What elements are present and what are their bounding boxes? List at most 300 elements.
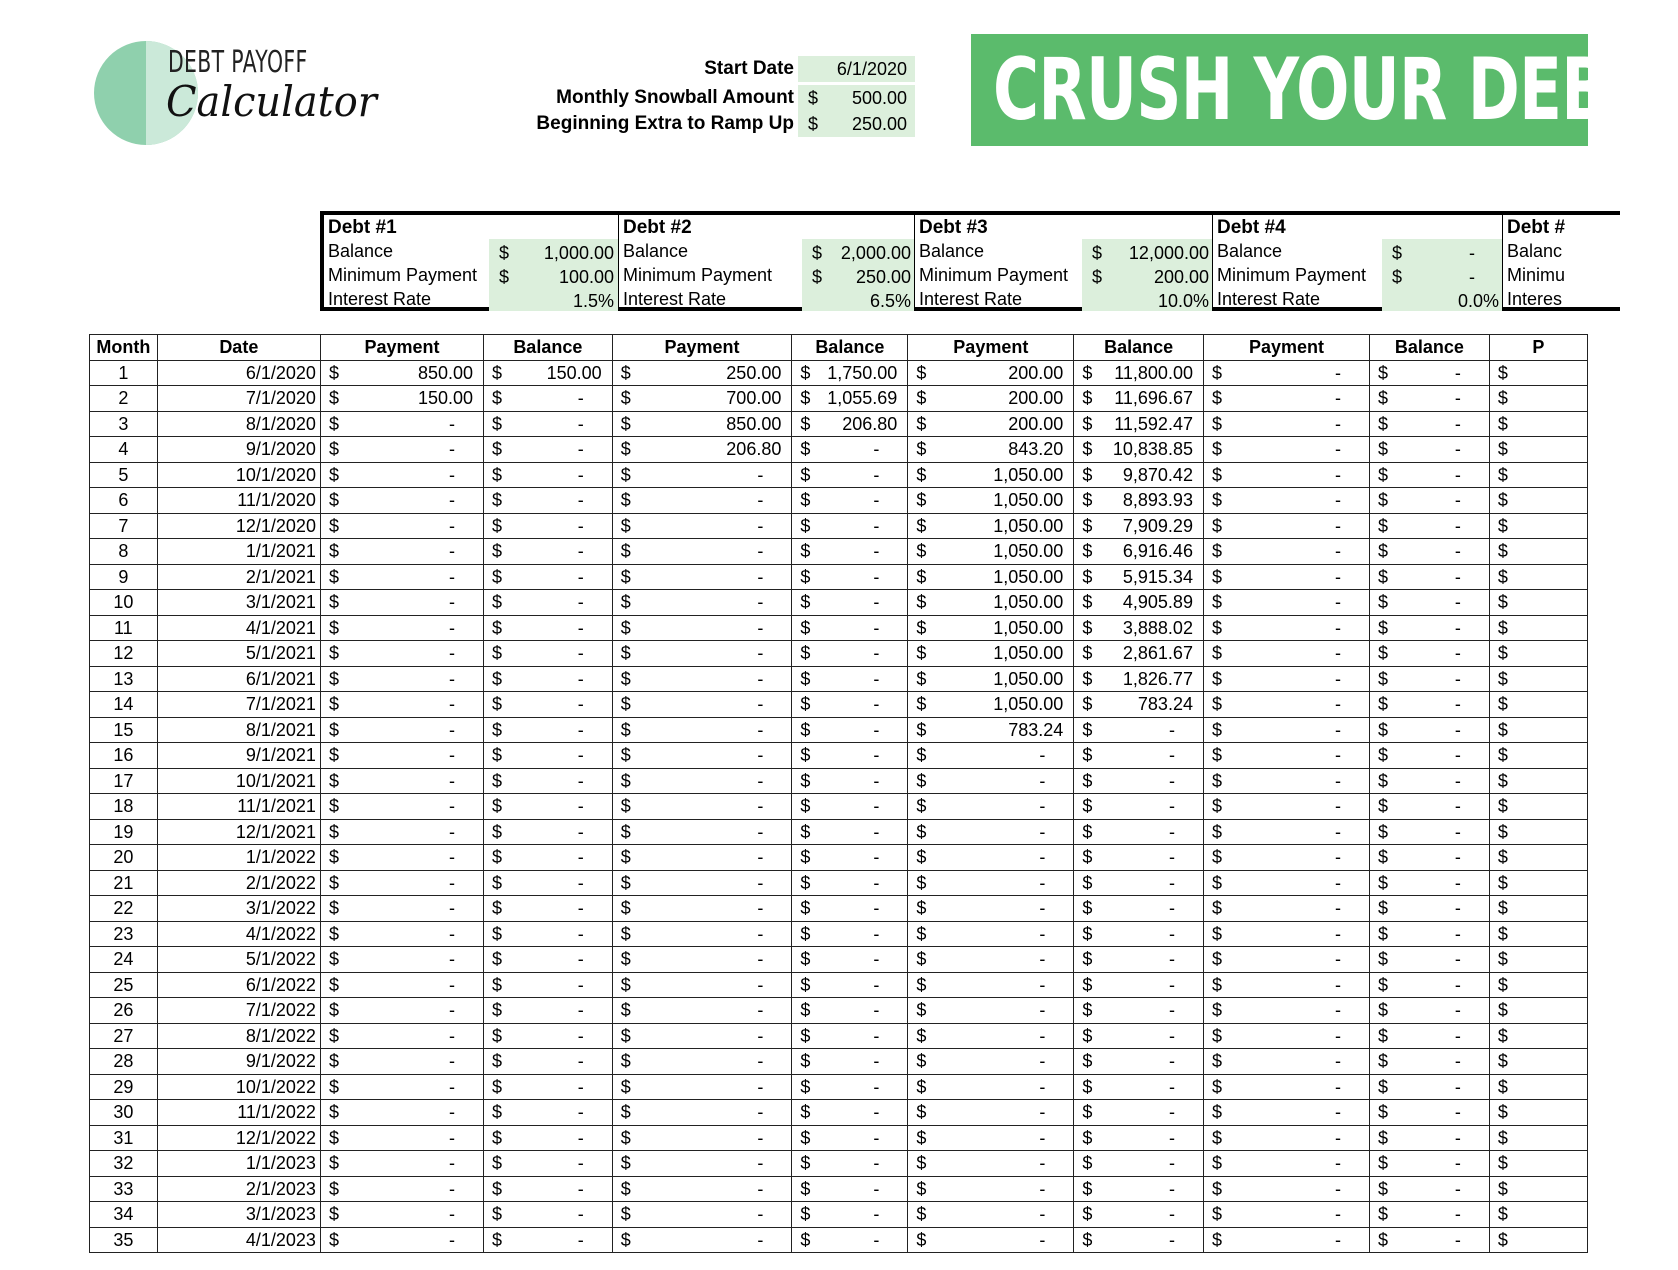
payment-cell[interactable] <box>1203 998 1369 1024</box>
balance-cell[interactable] <box>1074 743 1204 769</box>
month-cell[interactable]: 28 <box>90 1049 158 1075</box>
balance-cell[interactable] <box>792 819 908 845</box>
payment-cell[interactable] <box>320 692 483 718</box>
balance-cell[interactable] <box>484 1100 613 1126</box>
date-cell[interactable]: 4/1/2022 <box>157 921 320 947</box>
payment-cell[interactable] <box>1203 717 1369 743</box>
month-cell[interactable]: 10 <box>90 590 158 616</box>
payment-cell[interactable] <box>320 1125 483 1151</box>
payment-cell[interactable] <box>1489 386 1587 412</box>
date-cell[interactable]: 9/1/2022 <box>157 1049 320 1075</box>
balance-cell[interactable] <box>1369 692 1489 718</box>
payment-cell[interactable] <box>908 972 1074 998</box>
date-cell[interactable]: 12/1/2022 <box>157 1125 320 1151</box>
month-cell[interactable]: 3 <box>90 411 158 437</box>
balance-cell[interactable] <box>1074 768 1204 794</box>
payment-cell[interactable] <box>1489 590 1587 616</box>
balance-cell[interactable] <box>792 666 908 692</box>
balance-cell[interactable] <box>792 1023 908 1049</box>
payment-cell[interactable] <box>1489 819 1587 845</box>
payment-cell[interactable] <box>1203 513 1369 539</box>
date-cell[interactable]: 11/1/2020 <box>157 488 320 514</box>
payment-cell[interactable] <box>612 896 792 922</box>
payment-cell[interactable] <box>908 870 1074 896</box>
balance-field[interactable] <box>1082 241 1213 265</box>
balance-cell[interactable] <box>1074 819 1204 845</box>
month-cell[interactable]: 16 <box>90 743 158 769</box>
balance-cell[interactable] <box>792 845 908 871</box>
payment-cell[interactable] <box>320 437 483 463</box>
balance-cell[interactable] <box>1074 386 1204 412</box>
payment-cell[interactable] <box>908 1125 1074 1151</box>
payment-cell[interactable] <box>1489 360 1587 386</box>
payment-cell[interactable] <box>320 896 483 922</box>
payment-cell[interactable] <box>908 819 1074 845</box>
balance-cell[interactable] <box>484 998 613 1024</box>
balance-cell[interactable] <box>792 947 908 973</box>
payment-cell[interactable] <box>612 1125 792 1151</box>
date-cell[interactable]: 8/1/2020 <box>157 411 320 437</box>
date-cell[interactable]: 8/1/2021 <box>157 717 320 743</box>
balance-cell[interactable] <box>484 1227 613 1253</box>
balance-cell[interactable] <box>1074 666 1204 692</box>
payment-cell[interactable] <box>1203 768 1369 794</box>
month-cell[interactable]: 13 <box>90 666 158 692</box>
payment-cell[interactable] <box>1203 1151 1369 1177</box>
balance-cell[interactable] <box>792 513 908 539</box>
payment-cell[interactable] <box>1489 615 1587 641</box>
balance-cell[interactable] <box>1369 462 1489 488</box>
payment-cell[interactable] <box>908 386 1074 412</box>
payment-cell[interactable] <box>612 615 792 641</box>
snowball-field[interactable] <box>798 85 915 111</box>
payment-cell[interactable] <box>320 666 483 692</box>
payment-cell[interactable] <box>320 972 483 998</box>
balance-cell[interactable] <box>1074 1151 1204 1177</box>
balance-cell[interactable] <box>792 462 908 488</box>
balance-cell[interactable] <box>1369 437 1489 463</box>
date-cell[interactable]: 2/1/2023 <box>157 1176 320 1202</box>
balance-cell[interactable] <box>484 539 613 565</box>
payment-cell[interactable] <box>908 1049 1074 1075</box>
balance-cell[interactable] <box>1074 794 1204 820</box>
month-cell[interactable]: 2 <box>90 386 158 412</box>
month-cell[interactable]: 15 <box>90 717 158 743</box>
balance-cell[interactable] <box>792 972 908 998</box>
payment-cell[interactable] <box>1203 743 1369 769</box>
interest-rate-field[interactable] <box>1382 289 1503 313</box>
balance-cell[interactable] <box>484 1125 613 1151</box>
month-cell[interactable]: 25 <box>90 972 158 998</box>
payment-cell[interactable] <box>320 845 483 871</box>
payment-cell[interactable] <box>908 666 1074 692</box>
date-cell[interactable]: 3/1/2021 <box>157 590 320 616</box>
interest-rate-field[interactable] <box>802 289 915 313</box>
balance-cell[interactable] <box>484 666 613 692</box>
date-cell[interactable]: 1/1/2023 <box>157 1151 320 1177</box>
balance-cell[interactable] <box>1369 717 1489 743</box>
balance-cell[interactable] <box>484 360 613 386</box>
date-cell[interactable]: 1/1/2021 <box>157 539 320 565</box>
payment-cell[interactable] <box>1203 1227 1369 1253</box>
balance-cell[interactable] <box>1074 437 1204 463</box>
month-cell[interactable]: 6 <box>90 488 158 514</box>
balance-cell[interactable] <box>1074 921 1204 947</box>
payment-cell[interactable] <box>908 590 1074 616</box>
balance-cell[interactable] <box>1369 590 1489 616</box>
payment-cell[interactable] <box>908 794 1074 820</box>
balance-cell[interactable] <box>1369 641 1489 667</box>
date-cell[interactable]: 10/1/2021 <box>157 768 320 794</box>
date-cell[interactable]: 11/1/2021 <box>157 794 320 820</box>
payment-cell[interactable] <box>1203 615 1369 641</box>
balance-cell[interactable] <box>1369 1074 1489 1100</box>
balance-cell[interactable] <box>792 488 908 514</box>
payment-cell[interactable] <box>612 513 792 539</box>
payment-cell[interactable] <box>908 1023 1074 1049</box>
balance-cell[interactable] <box>1074 1176 1204 1202</box>
ramp-up-field[interactable] <box>798 111 915 137</box>
payment-cell[interactable] <box>1203 845 1369 871</box>
payment-cell[interactable] <box>1203 437 1369 463</box>
payment-cell[interactable] <box>1489 462 1587 488</box>
month-cell[interactable]: 32 <box>90 1151 158 1177</box>
payment-cell[interactable] <box>908 513 1074 539</box>
payment-cell[interactable] <box>1203 462 1369 488</box>
balance-cell[interactable] <box>792 386 908 412</box>
payment-cell[interactable] <box>612 1151 792 1177</box>
balance-cell[interactable] <box>792 743 908 769</box>
payment-cell[interactable] <box>1489 1176 1587 1202</box>
balance-cell[interactable] <box>1369 972 1489 998</box>
balance-cell[interactable] <box>792 615 908 641</box>
minimum-payment-field[interactable] <box>1082 265 1213 289</box>
payment-cell[interactable] <box>320 1176 483 1202</box>
payment-cell[interactable] <box>320 360 483 386</box>
balance-cell[interactable] <box>484 1202 613 1228</box>
payment-cell[interactable] <box>320 488 483 514</box>
payment-cell[interactable] <box>320 768 483 794</box>
payment-cell[interactable] <box>1489 539 1587 565</box>
payment-cell[interactable] <box>612 462 792 488</box>
month-cell[interactable]: 18 <box>90 794 158 820</box>
balance-cell[interactable] <box>1074 1125 1204 1151</box>
payment-cell[interactable] <box>1489 845 1587 871</box>
balance-cell[interactable] <box>1074 411 1204 437</box>
payment-cell[interactable] <box>1489 1125 1587 1151</box>
date-cell[interactable]: 6/1/2022 <box>157 972 320 998</box>
balance-cell[interactable] <box>1074 870 1204 896</box>
payment-cell[interactable] <box>320 539 483 565</box>
balance-cell[interactable] <box>1369 921 1489 947</box>
balance-cell[interactable] <box>1369 411 1489 437</box>
balance-cell[interactable] <box>1369 819 1489 845</box>
date-cell[interactable]: 9/1/2020 <box>157 437 320 463</box>
balance-cell[interactable] <box>1074 641 1204 667</box>
balance-cell[interactable] <box>1074 998 1204 1024</box>
month-cell[interactable]: 29 <box>90 1074 158 1100</box>
payment-cell[interactable] <box>1203 564 1369 590</box>
balance-cell[interactable] <box>484 1176 613 1202</box>
payment-cell[interactable] <box>612 692 792 718</box>
date-cell[interactable]: 7/1/2020 <box>157 386 320 412</box>
balance-cell[interactable] <box>1369 360 1489 386</box>
balance-cell[interactable] <box>484 972 613 998</box>
date-cell[interactable]: 10/1/2020 <box>157 462 320 488</box>
balance-cell[interactable] <box>484 1074 613 1100</box>
balance-cell[interactable] <box>792 641 908 667</box>
payment-cell[interactable] <box>908 998 1074 1024</box>
payment-cell[interactable] <box>1203 666 1369 692</box>
month-cell[interactable]: 14 <box>90 692 158 718</box>
balance-cell[interactable] <box>484 1049 613 1075</box>
payment-cell[interactable] <box>612 666 792 692</box>
balance-cell[interactable] <box>1074 462 1204 488</box>
balance-cell[interactable] <box>792 1125 908 1151</box>
balance-cell[interactable] <box>1074 1023 1204 1049</box>
balance-cell[interactable] <box>484 947 613 973</box>
balance-cell[interactable] <box>1074 947 1204 973</box>
balance-cell[interactable] <box>1369 1227 1489 1253</box>
payment-cell[interactable] <box>1489 513 1587 539</box>
balance-cell[interactable] <box>792 998 908 1024</box>
payment-cell[interactable] <box>612 1074 792 1100</box>
balance-cell[interactable] <box>1369 513 1489 539</box>
month-cell[interactable]: 4 <box>90 437 158 463</box>
balance-cell[interactable] <box>1369 1023 1489 1049</box>
payment-cell[interactable] <box>320 794 483 820</box>
payment-cell[interactable] <box>908 921 1074 947</box>
balance-cell[interactable] <box>1369 870 1489 896</box>
balance-cell[interactable] <box>484 411 613 437</box>
payment-cell[interactable] <box>908 539 1074 565</box>
payment-cell[interactable] <box>1489 896 1587 922</box>
month-cell[interactable]: 34 <box>90 1202 158 1228</box>
payment-cell[interactable] <box>1489 972 1587 998</box>
payment-cell[interactable] <box>1489 1100 1587 1126</box>
payment-cell[interactable] <box>1203 947 1369 973</box>
balance-cell[interactable] <box>1369 1049 1489 1075</box>
payment-cell[interactable] <box>1489 870 1587 896</box>
payment-cell[interactable] <box>1489 641 1587 667</box>
balance-cell[interactable] <box>792 1176 908 1202</box>
balance-cell[interactable] <box>792 921 908 947</box>
payment-cell[interactable] <box>1203 692 1369 718</box>
payment-cell[interactable] <box>908 768 1074 794</box>
payment-cell[interactable] <box>1203 1074 1369 1100</box>
payment-cell[interactable] <box>320 386 483 412</box>
payment-cell[interactable] <box>612 437 792 463</box>
balance-cell[interactable] <box>484 921 613 947</box>
payment-cell[interactable] <box>320 1151 483 1177</box>
date-cell[interactable]: 5/1/2021 <box>157 641 320 667</box>
payment-cell[interactable] <box>908 1151 1074 1177</box>
balance-field[interactable] <box>1382 241 1503 265</box>
payment-cell[interactable] <box>1203 411 1369 437</box>
payment-cell[interactable] <box>1203 794 1369 820</box>
date-cell[interactable]: 7/1/2021 <box>157 692 320 718</box>
balance-cell[interactable] <box>1074 513 1204 539</box>
start-date-field[interactable] <box>798 56 915 82</box>
date-cell[interactable]: 10/1/2022 <box>157 1074 320 1100</box>
payment-cell[interactable] <box>1203 1049 1369 1075</box>
balance-cell[interactable] <box>1074 488 1204 514</box>
balance-cell[interactable] <box>1369 1202 1489 1228</box>
balance-cell[interactable] <box>792 794 908 820</box>
payment-cell[interactable] <box>1203 590 1369 616</box>
month-cell[interactable]: 7 <box>90 513 158 539</box>
payment-cell[interactable] <box>1489 921 1587 947</box>
payment-cell[interactable] <box>320 717 483 743</box>
interest-rate-field[interactable] <box>1082 289 1213 313</box>
payment-cell[interactable] <box>1489 411 1587 437</box>
payment-cell[interactable] <box>908 743 1074 769</box>
balance-cell[interactable] <box>484 819 613 845</box>
balance-cell[interactable] <box>1369 1100 1489 1126</box>
payment-cell[interactable] <box>1203 896 1369 922</box>
payment-cell[interactable] <box>320 743 483 769</box>
payment-cell[interactable] <box>908 437 1074 463</box>
payment-cell[interactable] <box>908 947 1074 973</box>
payment-cell[interactable] <box>612 845 792 871</box>
payment-cell[interactable] <box>1489 1023 1587 1049</box>
balance-cell[interactable] <box>792 692 908 718</box>
payment-cell[interactable] <box>1203 360 1369 386</box>
balance-cell[interactable] <box>1074 972 1204 998</box>
payment-cell[interactable] <box>1203 1023 1369 1049</box>
payment-cell[interactable] <box>908 692 1074 718</box>
balance-cell[interactable] <box>484 462 613 488</box>
payment-cell[interactable] <box>320 462 483 488</box>
balance-cell[interactable] <box>1369 743 1489 769</box>
interest-rate-field[interactable] <box>489 289 618 313</box>
payment-cell[interactable] <box>320 564 483 590</box>
month-cell[interactable]: 35 <box>90 1227 158 1253</box>
balance-cell[interactable] <box>792 437 908 463</box>
balance-cell[interactable] <box>1369 539 1489 565</box>
balance-cell[interactable] <box>1369 615 1489 641</box>
month-cell[interactable]: 9 <box>90 564 158 590</box>
balance-cell[interactable] <box>1369 666 1489 692</box>
month-cell[interactable]: 26 <box>90 998 158 1024</box>
payment-cell[interactable] <box>908 896 1074 922</box>
balance-cell[interactable] <box>484 513 613 539</box>
payment-cell[interactable] <box>612 386 792 412</box>
payment-cell[interactable] <box>320 819 483 845</box>
payment-cell[interactable] <box>1489 564 1587 590</box>
balance-cell[interactable] <box>1369 947 1489 973</box>
balance-cell[interactable] <box>1369 768 1489 794</box>
payment-cell[interactable] <box>320 870 483 896</box>
date-cell[interactable]: 6/1/2021 <box>157 666 320 692</box>
payment-cell[interactable] <box>1203 641 1369 667</box>
payment-cell[interactable] <box>1489 1151 1587 1177</box>
month-cell[interactable]: 33 <box>90 1176 158 1202</box>
minimum-payment-field[interactable] <box>1382 265 1503 289</box>
balance-cell[interactable] <box>792 564 908 590</box>
balance-cell[interactable] <box>1369 1176 1489 1202</box>
payment-cell[interactable] <box>320 513 483 539</box>
payment-cell[interactable] <box>612 641 792 667</box>
balance-cell[interactable] <box>792 768 908 794</box>
payment-cell[interactable] <box>1203 386 1369 412</box>
payment-cell[interactable] <box>320 998 483 1024</box>
payment-cell[interactable] <box>1489 947 1587 973</box>
date-cell[interactable]: 4/1/2021 <box>157 615 320 641</box>
payment-cell[interactable] <box>908 360 1074 386</box>
payment-cell[interactable] <box>908 488 1074 514</box>
payment-cell[interactable] <box>612 539 792 565</box>
payment-cell[interactable] <box>612 1202 792 1228</box>
minimum-payment-field[interactable] <box>489 265 618 289</box>
payment-cell[interactable] <box>1489 692 1587 718</box>
payment-cell[interactable] <box>1203 488 1369 514</box>
payment-cell[interactable] <box>612 743 792 769</box>
payment-cell[interactable] <box>320 1202 483 1228</box>
balance-cell[interactable] <box>792 1074 908 1100</box>
month-cell[interactable]: 8 <box>90 539 158 565</box>
balance-cell[interactable] <box>484 896 613 922</box>
balance-cell[interactable] <box>792 590 908 616</box>
balance-cell[interactable] <box>1074 896 1204 922</box>
balance-cell[interactable] <box>484 743 613 769</box>
payment-cell[interactable] <box>320 1023 483 1049</box>
month-cell[interactable]: 11 <box>90 615 158 641</box>
balance-cell[interactable] <box>484 768 613 794</box>
balance-cell[interactable] <box>1074 1074 1204 1100</box>
balance-cell[interactable] <box>484 641 613 667</box>
balance-cell[interactable] <box>792 870 908 896</box>
payment-cell[interactable] <box>612 360 792 386</box>
payment-cell[interactable] <box>612 564 792 590</box>
month-cell[interactable]: 1 <box>90 360 158 386</box>
payment-cell[interactable] <box>1203 539 1369 565</box>
payment-cell[interactable] <box>320 1049 483 1075</box>
payment-cell[interactable] <box>908 1227 1074 1253</box>
date-cell[interactable]: 11/1/2022 <box>157 1100 320 1126</box>
payment-cell[interactable] <box>908 845 1074 871</box>
payment-cell[interactable] <box>1203 921 1369 947</box>
payment-cell[interactable] <box>612 794 792 820</box>
payment-cell[interactable] <box>612 590 792 616</box>
balance-cell[interactable] <box>1074 564 1204 590</box>
date-cell[interactable]: 3/1/2023 <box>157 1202 320 1228</box>
payment-cell[interactable] <box>1489 1049 1587 1075</box>
balance-cell[interactable] <box>1074 717 1204 743</box>
balance-cell[interactable] <box>792 1100 908 1126</box>
payment-cell[interactable] <box>908 564 1074 590</box>
payment-cell[interactable] <box>612 870 792 896</box>
payment-cell[interactable] <box>320 411 483 437</box>
month-cell[interactable]: 17 <box>90 768 158 794</box>
balance-cell[interactable] <box>1074 692 1204 718</box>
balance-cell[interactable] <box>484 870 613 896</box>
balance-cell[interactable] <box>484 1151 613 1177</box>
payment-cell[interactable] <box>320 590 483 616</box>
payment-cell[interactable] <box>1203 972 1369 998</box>
date-cell[interactable]: 8/1/2022 <box>157 1023 320 1049</box>
month-cell[interactable]: 12 <box>90 641 158 667</box>
month-cell[interactable]: 31 <box>90 1125 158 1151</box>
balance-cell[interactable] <box>1369 564 1489 590</box>
payment-cell[interactable] <box>612 947 792 973</box>
balance-cell[interactable] <box>792 360 908 386</box>
balance-cell[interactable] <box>792 896 908 922</box>
date-cell[interactable]: 2/1/2022 <box>157 870 320 896</box>
balance-cell[interactable] <box>1074 590 1204 616</box>
date-cell[interactable]: 4/1/2023 <box>157 1227 320 1253</box>
month-cell[interactable]: 19 <box>90 819 158 845</box>
